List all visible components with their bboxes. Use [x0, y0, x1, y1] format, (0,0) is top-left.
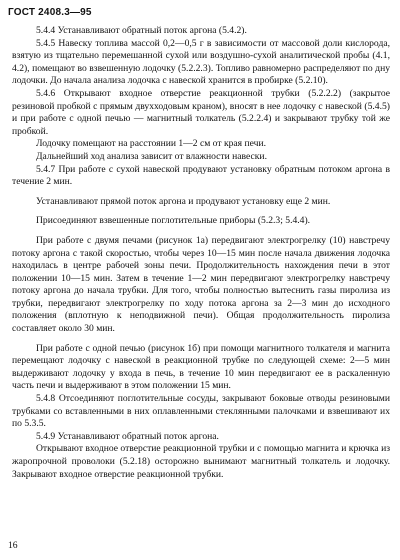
paragraph: При работе с двумя печами (рисунок 1а) передвигают электрогрелку (10) навстречу потоку аргона с такой скоростью, чтобы через 10—15 мин после начала движения лодочка находилась в центре рабочей зоны печи. Продолжительность нахождения печи в этот положении 10—15 мин. Затем в течение 1—2 мин передвигают электрогрелку навстречу потоку аргона до начала трубки. Для того, чтобы полностью вытеснить газы пиролиза из трубки, передвигают электрогрелку по ходу потока аргона за 2—3 мин до исходного положения (вплотную к неподвижной печи). Общая продолжительность пиролиза составляет около 30 мин.: [12, 234, 390, 335]
paragraph: 5.4.5 Навеску топлива массой 0,2—0,5 г в зависимости от массовой доли кислорода, взятую из тщательно перемешанной сухой или воздушно-сухой аналитической пробы (4.1, 4.2), помещают во взвешенную лодочку (5.2.2.3). Топливо равномерно распределяют по дну лодочки. До начала анализа лодочка с навеской хранится в пробирке (5.2.10).: [12, 37, 390, 87]
paragraph: 5.4.9 Устанавливают обратный поток аргона.: [36, 430, 219, 442]
paragraph: Присоединяют взвешенные поглотительные приборы (5.2.3; 5.4.4).: [36, 215, 311, 227]
paragraph: Лодочку помещают на расстоянии 1—2 см от края печи.: [36, 138, 266, 150]
paragraph: Открывают входное отверстие реакционной трубки и с помощью магнита и крючка из жаропрочной проволоки (5.2.18) осторожно вынимают магнитный толкатель и лодочку. Закрывают входное отверстие реакционной трубки.: [12, 443, 390, 480]
paragraph: 5.4.4 Устанавливают обратный поток аргона (5.4.2).: [36, 25, 247, 36]
paragraph: При работе с одной печью (рисунок 1б) при помощи магнитного толкателя и магнита перемещают лодочку с навеской в реакционной трубке по следующей схеме: 2—5 мин выдерживают лодочку у входа в печь, в течение 10 мин передвигают ее в раскаленную часть печи и выдерживают в этом положении 15 мин.: [12, 342, 390, 392]
page-header: ГОСТ 2408.3—95: [8, 7, 92, 18]
paragraph: 5.4.6 Открывают входное отверстие реакционной трубки (5.2.2.2) (закрытое резиновой пробкой с прямым двухходовым краном), вносят в нее лодочку с навеской (5.4.5) и при работе с одной печью — магнитный толкатель (5.2.2.4) и закрывают трубку той же пробкой.: [12, 87, 390, 137]
paragraph: Устанавливают прямой поток аргона и продувают установку еще 2 мин.: [36, 195, 331, 207]
page-number: 16: [8, 540, 18, 551]
document-body: [12, 25, 390, 481]
paragraph: 5.4.7 При работе с сухой навеской продувают установку обратным потоком аргона в течение 2 мин.: [12, 163, 390, 188]
paragraph: 5.4.8 Отсоединяют поглотительные сосуды, закрывают боковые отводы резиновыми трубками со вставленными в них оплавленными стеклянными палочками и взвешивают их по 5.3.5.: [12, 393, 390, 430]
paragraph: Дальнейший ход анализа зависит от влажности навески.: [36, 150, 267, 162]
